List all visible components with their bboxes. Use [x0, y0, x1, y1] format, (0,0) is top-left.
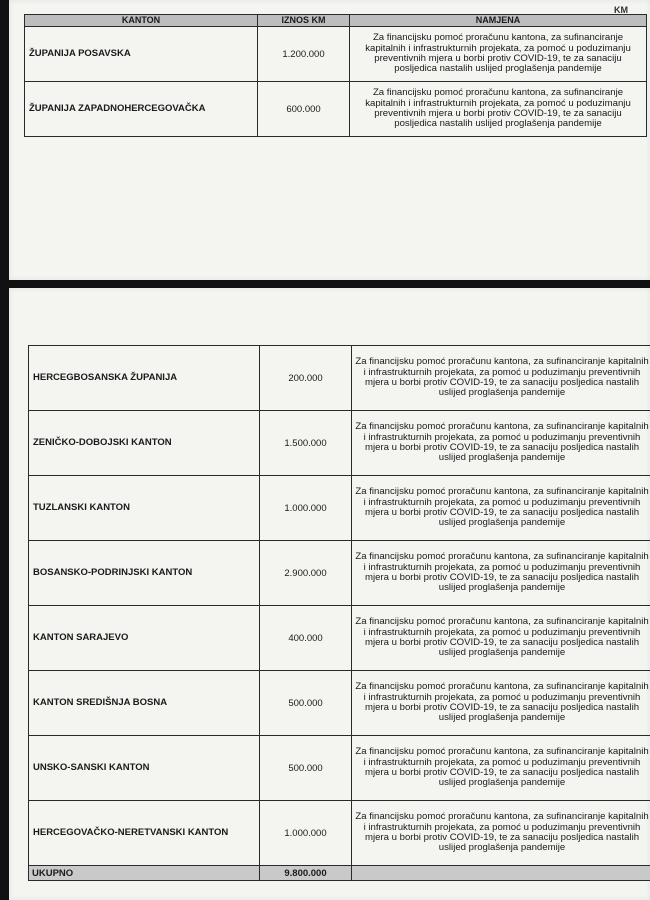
kanton-name: HERCEGBOSANSKA ŽUPANIJA — [29, 346, 260, 411]
iznos-value: 1.000.000 — [260, 801, 352, 866]
namjena-text: Za financijsku pomoć proračunu kantona, za sufinanciranje kapitalnih i infrastrukturnih projekata, za pomoć u poduzimanju preventivnih mjera u borbi protiv COVID-19, te za sanaciju posljedica nastalih uslijed proglašenja pandemije — [352, 411, 650, 476]
iznos-value: 1.500.000 — [260, 411, 352, 476]
kanton-name: KANTON SARAJEVO — [29, 606, 260, 671]
iznos-value: 400.000 — [260, 606, 352, 671]
iznos-value: 1.000.000 — [260, 476, 352, 541]
document-page-2 — [9, 288, 650, 900]
table-row — [29, 671, 650, 736]
namjena-text: Za financijsku pomoć proračunu kantona, za sufinanciranje kapitalnih i infrastrukturnih projekata, za pomoć u poduzimanju preventivnih mjera u borbi protiv COVID-19, te za sanaciju posljedica nastalih uslijed proglašenja pandemije — [352, 476, 650, 541]
namjena-text: Za financijsku pomoć proračunu kantona, za sufinanciranje kapitalnih i infrastrukturnih projekata, za pomoć u poduzimanju preventivnih mjera u borbi protiv COVID-19, te za sanaciju posljedica nastalih uslijed proglašenja pandemije — [352, 606, 650, 671]
kanton-name: BOSANSKO-PODRINJSKI KANTON — [29, 541, 260, 606]
namjena-text: Za financijsku pomoć proračunu kantona, za sufinanciranje kapitalnih i infrastrukturnih projekata, za pomoć u poduzimanju preventivnih mjera u borbi protiv COVID-19, te za sanaciju posljedica nastalih uslijed proglašenja pandemije — [352, 671, 650, 736]
namjena-text: Za financijsku pomoć proračunu kantona, za sufinanciranje kapitalnih i infrastrukturnih projekata, za pomoć u poduzimanju preventivnih mjera u borbi protiv COVID-19, te za sanaciju posljedica nastalih uslijed proglašenja pandemije — [352, 541, 650, 606]
table-row — [25, 82, 647, 137]
total-row — [29, 866, 650, 881]
kanton-name: ŽUPANIJA ZAPADNOHERCEGOVAČKA — [25, 82, 258, 137]
table-row — [29, 606, 650, 671]
namjena-text: Za financijsku pomoć proračunu kantona, za sufinanciranje kapitalnih i infrastrukturnih projekata, za pomoć u poduzimanju preventivnih mjera u borbi protiv COVID-19, te za sanaciju posljedica nastalih uslijed proglašenja pandemije — [352, 736, 650, 801]
namjena-text: Za financijsku pomoć proračunu kantona, za sufinanciranje kapitalnih i infrastrukturnih projekata, za pomoć u poduzimanju preventivnih mjera u borbi protiv COVID-19, te za sanaciju posljedica nastalih uslijed proglašenja pandemije — [352, 346, 650, 411]
total-value: 9.800.000 — [260, 866, 352, 881]
table-row — [29, 476, 650, 541]
currency-note: KM — [614, 5, 628, 15]
header-namjena: NAMJENA — [350, 15, 647, 27]
allocation-table-page-1 — [24, 14, 647, 137]
table-row — [29, 541, 650, 606]
namjena-text: Za financijsku pomoć proračunu kantona, za sufinanciranje kapitalnih i infrastrukturnih projekata, za pomoć u poduzimanju preventivnih mjera u borbi protiv COVID-19, te za sanaciju posljedica nastalih uslijed proglašenja pandemije — [352, 801, 650, 866]
namjena-text: Za financijsku pomoć proračunu kantona, za sufinanciranje kapitalnih i infrastrukturnih projekata, za pomoć u poduzimanju preventivnih mjera u borbi protiv COVID-19, te za sanaciju posljedica nastalih uslijed proglašenja pandemije — [350, 82, 647, 137]
total-empty-cell — [352, 866, 650, 881]
header-iznos: IZNOS KM — [258, 15, 350, 27]
iznos-value: 200.000 — [260, 346, 352, 411]
allocation-table-page-2 — [28, 345, 650, 881]
kanton-name: KANTON SREDIŠNJA BOSNA — [29, 671, 260, 736]
table-header-row — [25, 15, 647, 27]
kanton-name: UNSKO-SANSKI KANTON — [29, 736, 260, 801]
iznos-value: 500.000 — [260, 736, 352, 801]
kanton-name: ZENIČKO-DOBOJSKI KANTON — [29, 411, 260, 476]
kanton-name: TUZLANSKI KANTON — [29, 476, 260, 541]
iznos-value: 2.900.000 — [260, 541, 352, 606]
table-row — [29, 801, 650, 866]
iznos-value: 600.000 — [258, 82, 350, 137]
kanton-name: ŽUPANIJA POSAVSKA — [25, 27, 258, 82]
total-label: UKUPNO — [29, 866, 260, 881]
namjena-text: Za financijsku pomoć proračunu kantona, za sufinanciranje kapitalnih i infrastrukturnih projekata, za pomoć u poduzimanju preventivnih mjera u borbi protiv COVID-19, te za sanaciju posljedica nastalih uslijed proglašenja pandemije — [350, 27, 647, 82]
table-row — [25, 27, 647, 82]
table-row — [29, 736, 650, 801]
table-row — [29, 411, 650, 476]
kanton-name: HERCEGOVAČKO-NERETVANSKI KANTON — [29, 801, 260, 866]
header-kanton: KANTON — [25, 15, 258, 27]
table-row — [29, 346, 650, 411]
iznos-value: 1.200.000 — [258, 27, 350, 82]
document-page-1 — [9, 0, 650, 280]
iznos-value: 500.000 — [260, 671, 352, 736]
